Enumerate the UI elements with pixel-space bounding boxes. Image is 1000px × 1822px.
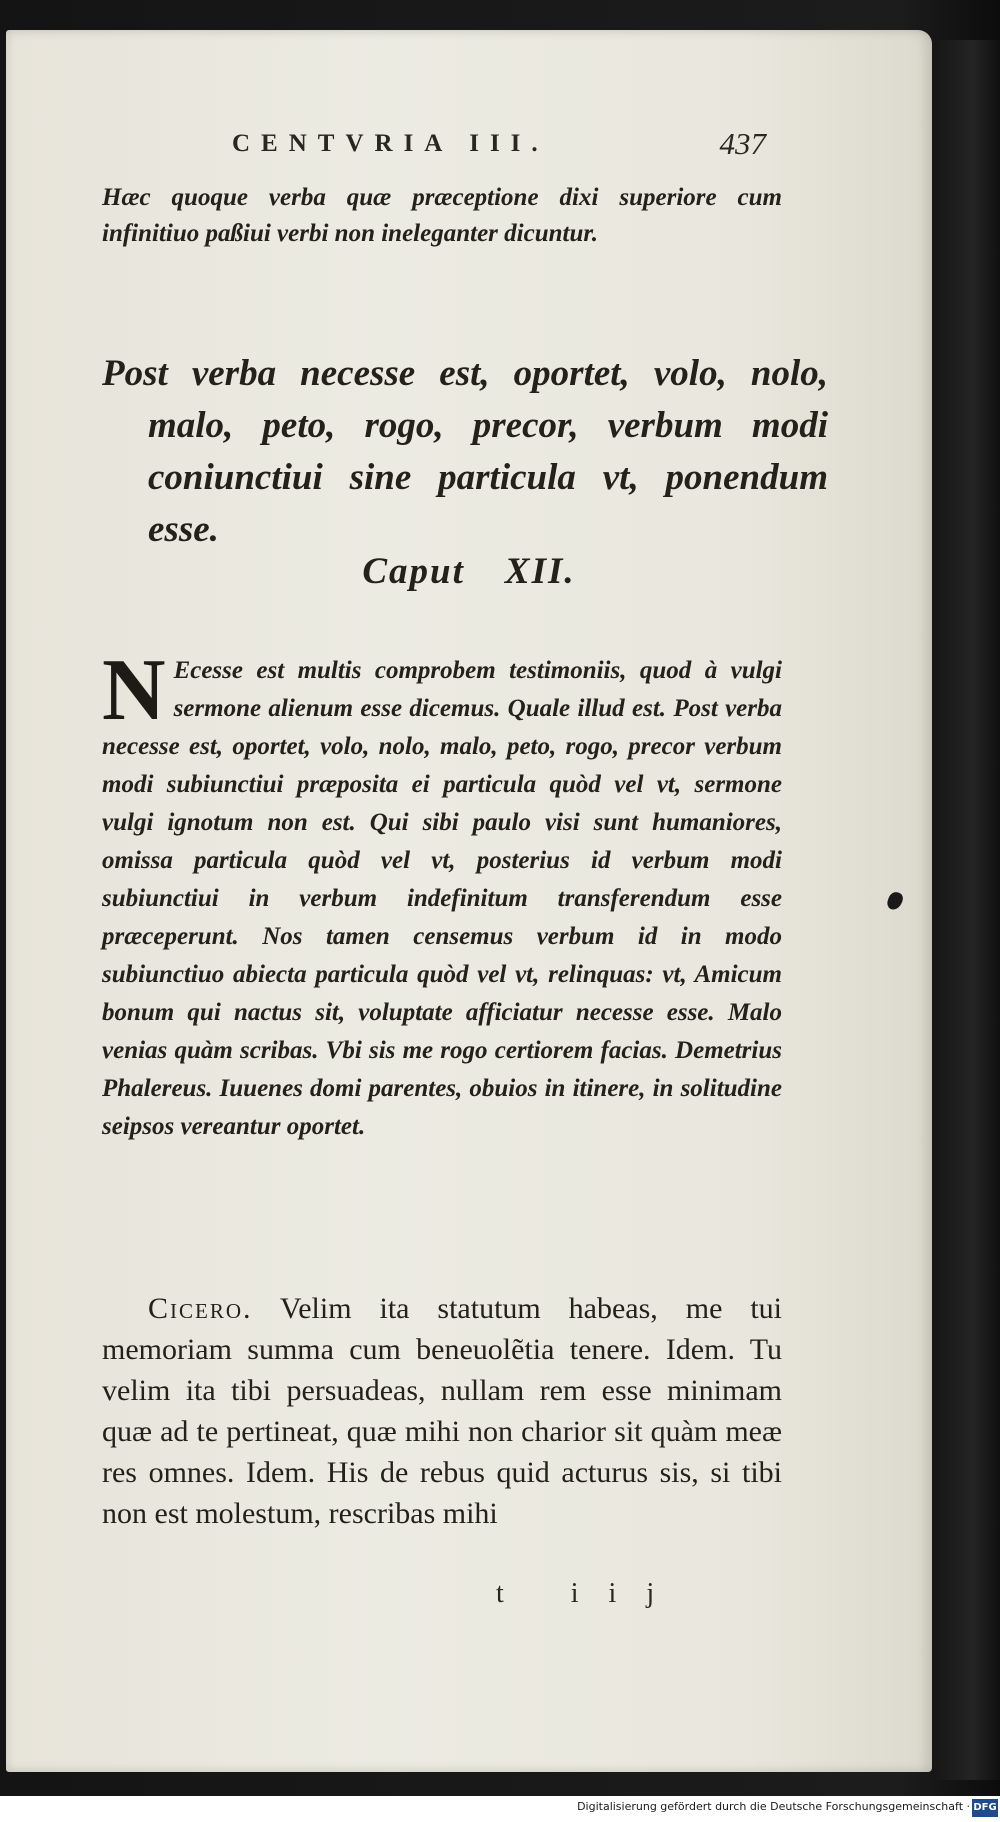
body-roman-text: Velim ita statutum habeas, me tui memoriam summa cum beneuolẽtia tenere. Idem. Tu velim ita tibi persuadeas, nullam rem esse minimam quæ ad te pertineat, quæ mihi non charior sit quàm meæ res omnes. Idem. His de rebus quid acturus sis, si tibi non est molestum, rescribas mihi [102,1292,782,1530]
page-number: 437 [719,126,766,161]
dfg-logo-icon: DFG [972,1799,998,1817]
body-italic-paragraph [102,642,782,1146]
chapter-rubric: Post verba necesse est, oportet, volo, nolo, malo, peto, rogo, precor, verbum modi coniunctiui sine particula vt, ponendum esse. [102,353,828,550]
chapter-heading [6,550,932,593]
running-head: CENTVRIA III. [232,130,549,157]
page-header [216,126,776,166]
drop-cap-initial: N [102,642,166,739]
signature-mark: t iij [496,1578,685,1609]
digitization-credit: Digitalisierung gefördert durch die Deutsche Forschungsgemeinschaft · [577,1800,970,1813]
body-roman-paragraph [102,1288,782,1534]
body-italic-text: Ecesse est multis comprobem testimoniis, quod à vulgi sermone alienum esse dicemus. Quale illud est. Post verba necesse est, oportet, volo, nolo, malo, peto, rogo, precor verbum modi subiunctiui præposita ei particula quòd vel vt, sermone vulgi ignotum non est. Qui sibi paulo visi sunt humaniores, omissa particula quòd vel vt, posterius id verbum modi subiunctiui in verbum indefinitum transferendum esse præceperunt. Nos tamen censemus verbum id in modo subiunctiuo abiecta particula quòd vel vt, relinquas: vt, Amicum bonum qui nactus sit, voluptate afficiatur necesse esse. Malo venias quàm scribas. Vbi sis me rogo certiorem facias. Demetrius Phalereus. Iuuenes domi parentes, obuios in itinere, in solitudine seipsos vereantur oportet. [102,657,782,1140]
author-name: Cicero. [148,1292,253,1325]
book-page [6,30,932,1772]
facing-page-edge [932,40,1000,1780]
chapter-numeral: XII. [504,551,576,592]
intro-paragraph: Hæc quoque verba quæ præceptione dixi superiore cum infinitiuo paßiui verbi non ineleganter dicuntur. [102,184,782,247]
chapter-label: Caput [362,551,465,592]
footer-bar [0,1796,1000,1822]
